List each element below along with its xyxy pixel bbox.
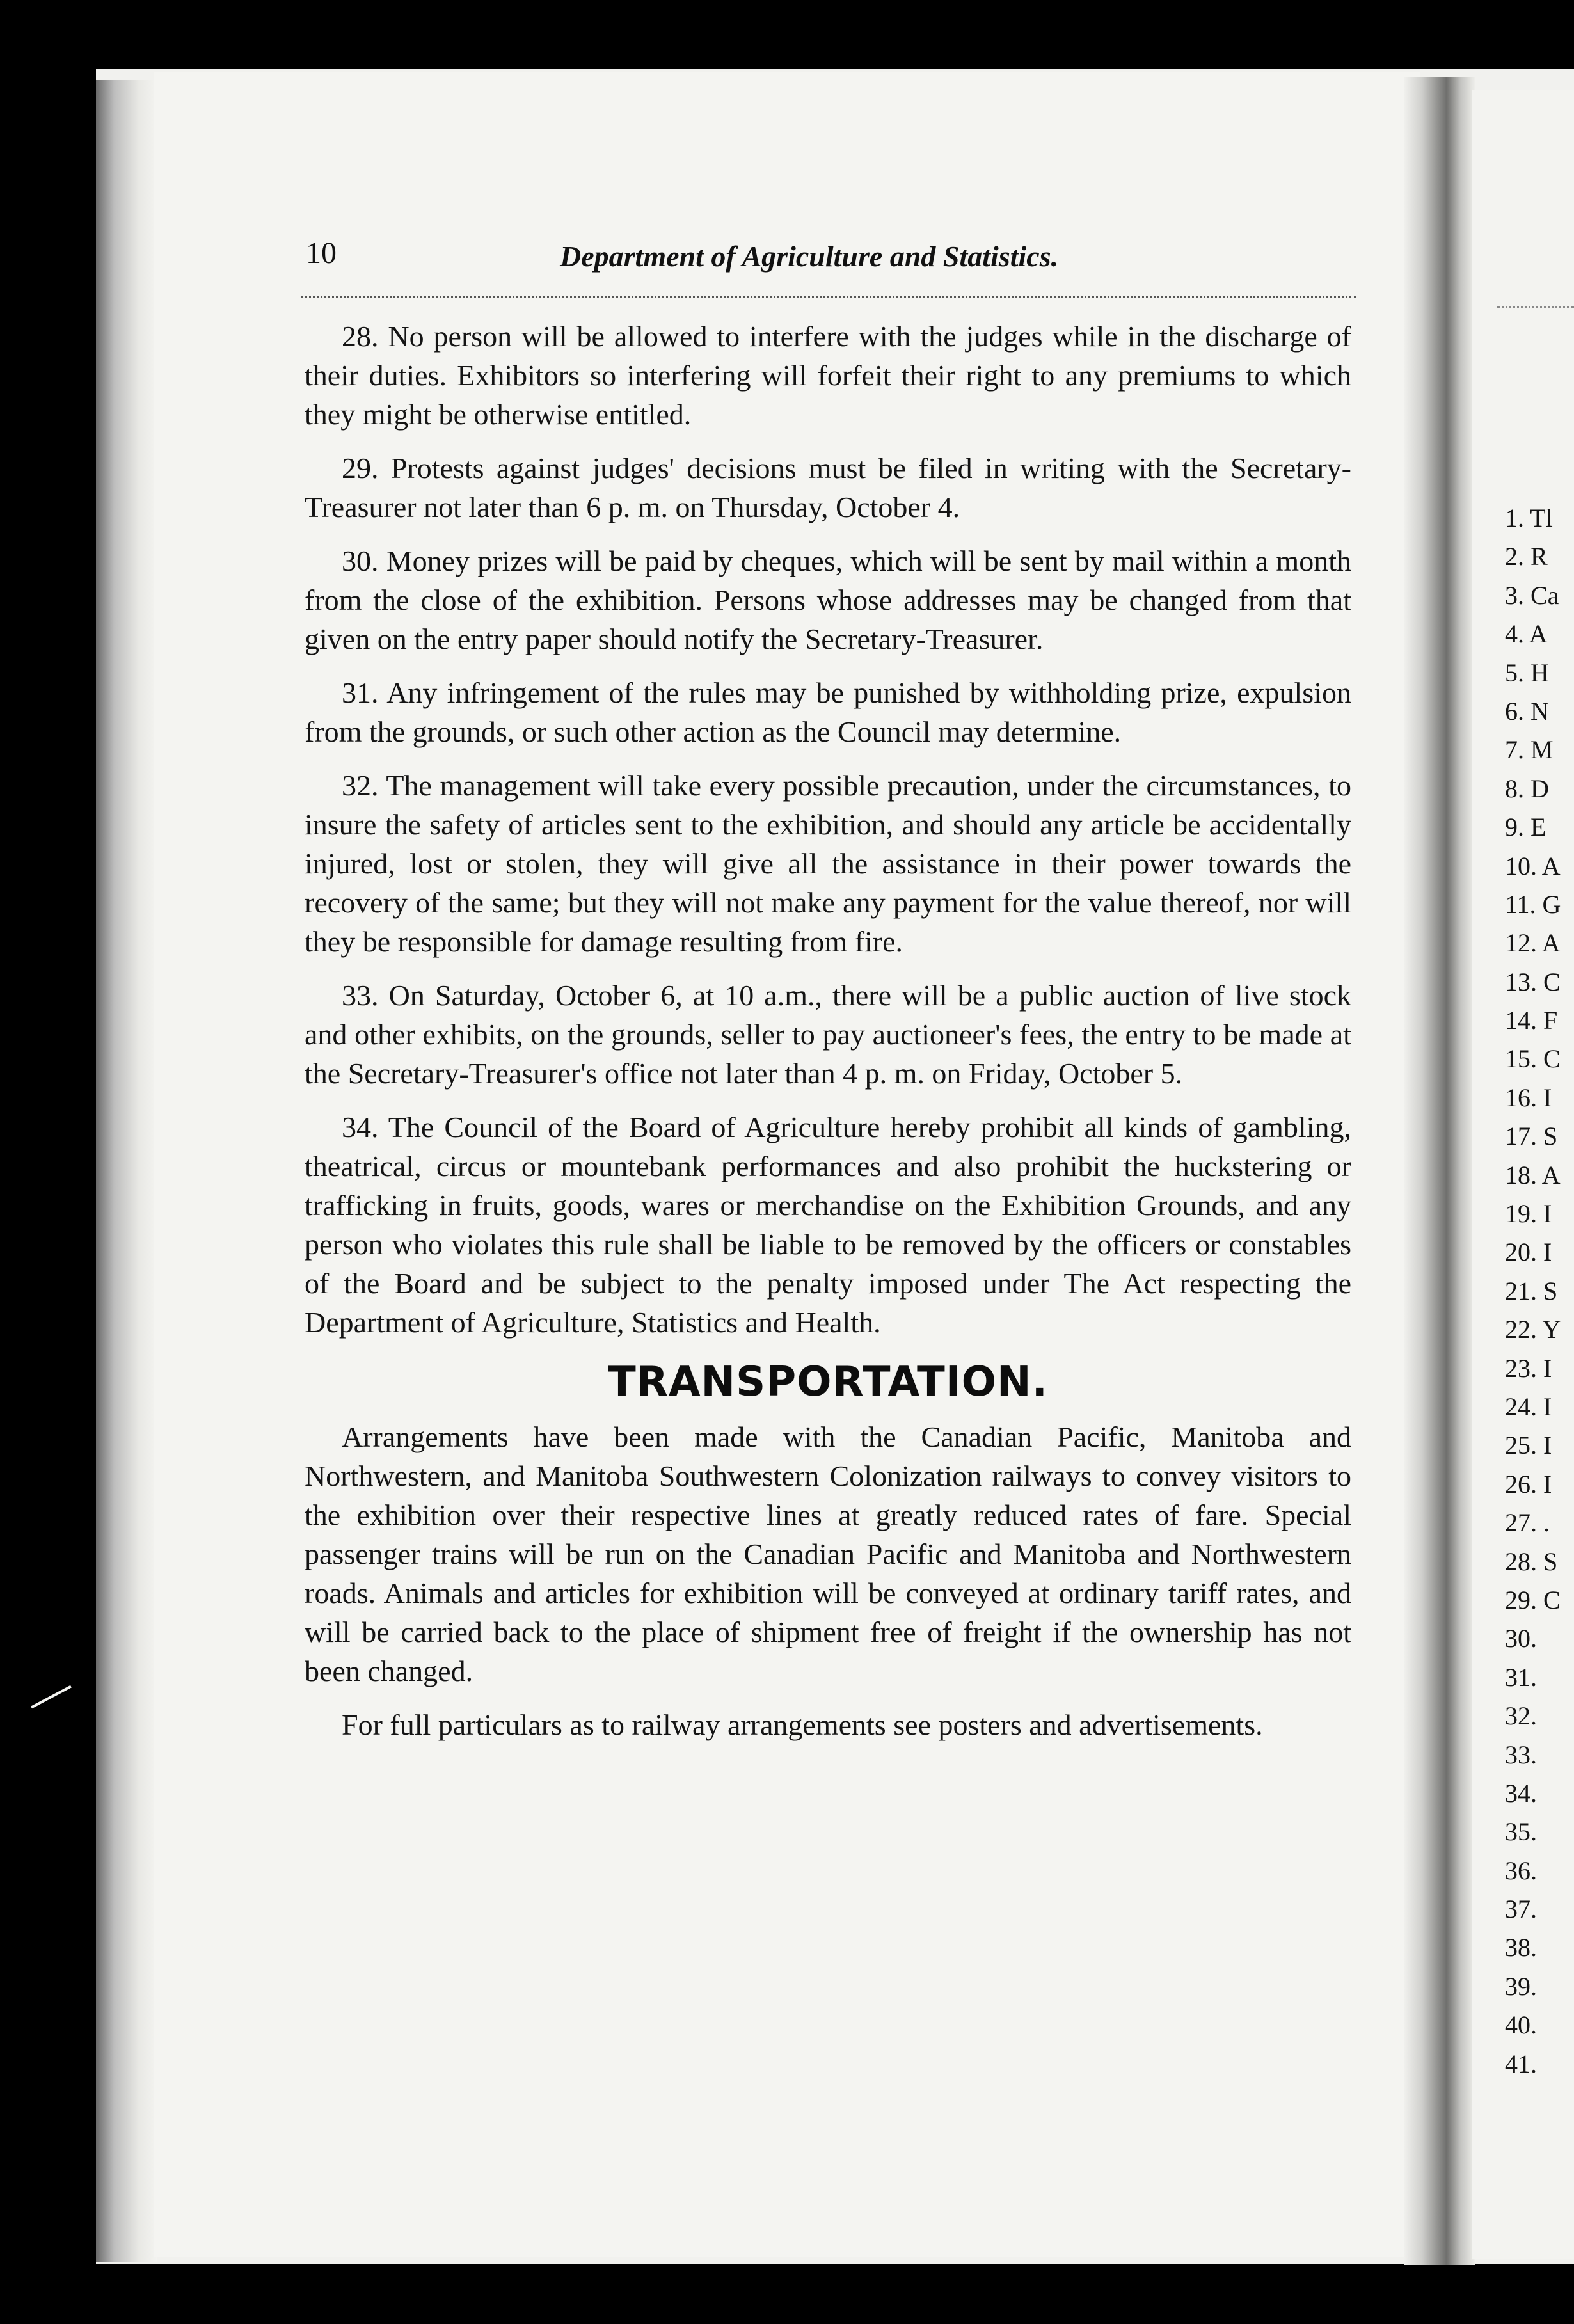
page-body [305, 317, 1351, 1759]
right-page-list-item: 2. R [1505, 542, 1548, 571]
right-page-list-item: 26. I [1505, 1469, 1552, 1499]
right-page-list-item: 38. [1505, 1933, 1537, 1962]
rule-29: 29. Protests against judges' decisions must be filed in writing with the Secretary-Treasurer not later than 6 p. m. on Thursday, October 4. [305, 452, 1351, 523]
right-page-list-item: 28. S [1505, 1547, 1558, 1576]
right-page-list-item: 8. D [1505, 774, 1549, 803]
right-page-list-item: 22. Y [1505, 1315, 1561, 1344]
running-header: Department of Agriculture and Statistics. [560, 240, 1059, 273]
transportation-paragraph: Arrangements have been made with the Canadian Pacific, Manitoba and Northwestern, and Manitoba Southwestern Colonization railways to convey visitors to the exhibition over their respective lines at greatly reduced rates of fare. Special passenger trains will be run on the Canadian Pacific and Manitoba and Northwestern roads. Animals and articles for exhibition will be conveyed at ordinary tariff rates, and will be carried back to the place of shipment free of freight if the ownership has not been changed. [305, 1421, 1351, 1687]
right-page-list-item: 17. S [1505, 1122, 1558, 1151]
rule-31: 31. Any infringement of the rules may be punished by withholding prize, expulsion from the grounds, or such other action as the Council may determine. [305, 676, 1351, 748]
right-page-list-item: 4. A [1505, 619, 1548, 649]
right-page-list-item: 36. [1505, 1856, 1537, 1885]
page-number: 10 [306, 236, 337, 270]
right-page-list-item: 32. [1505, 1701, 1537, 1731]
rule-33: 33. On Saturday, October 6, at 10 a.m., there will be a public auction of live stock and other exhibits, on the grounds, seller to pay auctioneer's fees, the entry to be made at the Secretary-Treasurer's office not later than 4 p. m. on Friday, October 5. [305, 979, 1351, 1090]
right-page-list-item: 39. [1505, 1971, 1537, 2001]
right-page-list-item: 21. S [1505, 1276, 1558, 1305]
right-page-list-item: 35. [1505, 1817, 1537, 1847]
right-page-list-item: 29. C [1505, 1585, 1561, 1614]
right-page-list-item: 27. . [1505, 1508, 1550, 1538]
rule-28: 28. No person will be allowed to interfere with the judges while in the discharge of their duties. Exhibitors so interfering will forfeit their right to any premiums to which they might be otherwise entitled. [305, 320, 1351, 431]
right-page-list-item: 10. A [1505, 851, 1561, 880]
right-page-list-item: 7. M [1505, 735, 1554, 765]
right-page-list-item: 40. [1505, 2010, 1537, 2040]
right-page-list-item: 25. I [1505, 1431, 1552, 1460]
right-page-list-item: 41. [1505, 2049, 1537, 2078]
right-page-list-item: 5. H [1505, 658, 1549, 687]
scan-mark [31, 1685, 72, 1708]
right-page-list-item: 30. [1505, 1624, 1537, 1653]
right-page-list-item: 33. [1505, 1740, 1537, 1769]
right-page-list-item: 1. Tl [1505, 504, 1553, 532]
rule-32: 32. The management will take every possible precaution, under the circumstances, to insure the safety of articles sent to the exhibition, and should any article be accidentally injured, lost or stolen, they will give all the assistance in their power towards the recovery of the same; but they will not make any payment for the value thereof, nor will they be responsible for damage resulting from fire. [305, 769, 1351, 958]
section-heading: TRANSPORTATION. [608, 1358, 1048, 1406]
right-page-list-item: 37. [1505, 1895, 1537, 1924]
right-page-list-item: 19. I [1505, 1199, 1552, 1229]
right-page-list-item: 23. I [1505, 1353, 1552, 1383]
right-page-list-item: 3. Ca [1505, 580, 1559, 610]
right-page-list-item: 14. F [1505, 1006, 1558, 1035]
header-rule [301, 296, 1356, 298]
right-page-list-item: 15. C [1505, 1044, 1561, 1074]
right-page-list-item: 31. [1505, 1662, 1537, 1692]
right-header-rule [1497, 306, 1574, 308]
right-page-list-item: 20. I [1505, 1238, 1552, 1267]
right-page-list-item: 12. A [1505, 928, 1561, 958]
right-page-list [1505, 499, 1574, 2083]
right-page-list-item: 13. C [1505, 967, 1561, 996]
right-page-list-item: 16. I [1505, 1083, 1552, 1112]
transportation-paragraph: For full particulars as to railway arrangements see posters and advertisements. [342, 1708, 1263, 1741]
right-page-list-item: 18. A [1505, 1160, 1561, 1190]
right-page-list-item: 24. I [1505, 1392, 1552, 1421]
right-page-list-item: 9. E [1505, 813, 1546, 842]
right-page-list-item: 34. [1505, 1778, 1537, 1808]
book-gutter [1404, 77, 1475, 2265]
rule-34: 34. The Council of the Board of Agriculture hereby prohibit all kinds of gambling, theatrical, circus or mountebank performances and also prohibit the huckstering or trafficking in fruits, goods, wares or merchandise on the Exhibition Grounds, and any person who violates this rule shall be liable to be removed by the officers or constables of the Board and be subject to the penalty imposed under The Act respecting the Department of Agriculture, Statistics and Health. [305, 1111, 1351, 1339]
right-page-list-item: 6. N [1505, 696, 1549, 726]
rule-30: 30. Money prizes will be paid by cheques, which will be sent by mail within a month from the close of the exhibition. Persons whose addresses may be changed from that given on the entry paper should notify the Secretary-Treasurer. [305, 545, 1351, 655]
right-page-list-item: 11. G [1505, 889, 1561, 919]
left-page-edge [96, 80, 157, 2262]
